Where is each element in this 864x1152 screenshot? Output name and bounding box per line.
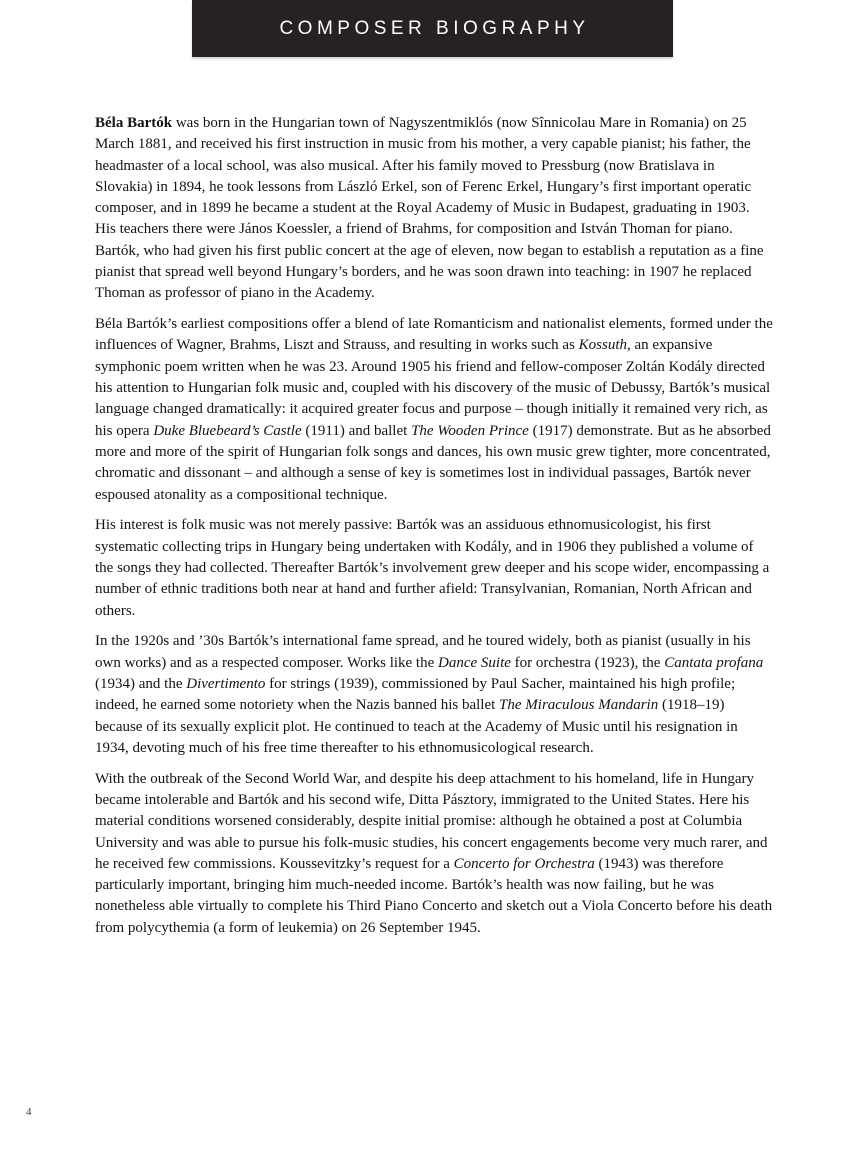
work-title: Cantata profana	[664, 654, 764, 671]
biography-paragraph	[95, 113, 773, 305]
biography-paragraph	[95, 769, 773, 939]
text-run: for strings (1939), commissioned by Paul Sacher, maintained his high profile; indeed, he earned some notoriety when the Nazis banned his ballet	[95, 675, 736, 714]
work-title: Duke Bluebeard’s Castle	[153, 422, 302, 439]
biography-paragraph	[95, 631, 773, 759]
work-title: The Wooden Prince	[411, 422, 529, 439]
text-run: for orchestra (1923), the	[510, 654, 665, 671]
text-run: (1911) and ballet	[301, 422, 412, 439]
biography-paragraph	[95, 314, 773, 506]
work-title: The Miraculous Mandarin	[499, 697, 659, 714]
work-title: Kossuth	[578, 337, 628, 354]
biography-text	[95, 113, 773, 948]
text-run: (1917) demonstrate. But as he absorbed more and more of the spirit of Hungarian folk songs and dances, his own music grew tighter, more concentrated, chromatic and dissonant – and although a sense of key is sometimes lost in individual passages, Bartók never espoused atonality as a compositional technique.	[95, 422, 771, 503]
biography-paragraph	[95, 515, 773, 621]
text-run: His interest is folk music was not merely passive: Bartók was an assiduous ethnomusicologist, his first systematic collecting trips in Hungary being undertaken with Kodály, and in 1906 they published a volume of the songs they had collected. Thereafter Bartók’s involvement grew deeper and his scope wider, encompassing a number of ethnic traditions both near at hand and further afield: Transylvanian, Romanian, North African and others.	[95, 517, 770, 619]
work-title: Divertimento	[186, 675, 266, 692]
text-run: was born in the Hungarian town of Nagyszentmiklós (now Sînnicolau Mare in Romania) on 25 March 1881, and received his first instruction in music from his mother, a very capable pianist; his father, the headmaster of a local school, was also musical. After his family moved to Pressburg (now Bratislava in Slovakia) in 1894, he took lessons from László Erkel, son of Ferenc Erkel, Hungary’s first important operatic composer, and in 1899 he became a student at the Royal Academy of Music in Budapest, graduating in 1903. His teachers there were János Koessler, a friend of Brahms, for composition and István Thoman for piano. Bartók, who had given his first public concert at the age of eleven, now began to establish a reputation as a fine pianist that spread well beyond Hungary’s borders, and he was soon drawn into teaching: in 1907 he replaced Thoman as professor of piano in the Academy.	[95, 115, 764, 302]
text-run: , an expansive symphonic poem written when he was 23. Around 1905 his friend and fellow-composer Zoltán Kodály directed his attention to Hungarian folk music and, coupled with his discovery of the music of Debussy, Bartók’s musical language changed dramatically: it acquired greater focus and purpose – though initially it remained very rich, as his opera	[95, 337, 771, 439]
text-run: (1918–19) because of its sexually explicit plot. He continued to teach at the Academy of Music until his resignation in 1934, devoting much of his free time thereafter to his ethnomusicological research.	[95, 697, 738, 756]
work-title: Dance Suite	[438, 654, 511, 671]
header-banner	[192, 0, 673, 57]
text-run: (1943) was therefore particularly important, bringing him much-needed income. Bartók’s health was now failing, but he was nonetheless able virtually to complete his Third Piano Concerto and sketch out a Viola Concerto before his death from polycythemia (a form of leukemia) on 26 September 1945.	[95, 855, 773, 936]
text-run: Béla Bartók’s earliest compositions offer a blend of late Romanticism and nationalist elements, formed under the influences of Wagner, Brahms, Liszt and Strauss, and resulting in works such as	[95, 316, 773, 354]
text-run: In the 1920s and ’30s Bartók’s international fame spread, and he toured widely, both as pianist (usually in his own works) and as a respected composer. Works like the	[95, 633, 751, 671]
page-number: 4	[26, 1106, 32, 1118]
composer-name: Béla Bartók	[95, 115, 173, 131]
text-run: With the outbreak of the Second World War, and despite his deep attachment to his homeland, life in Hungary became intolerable and Bartók and his second wife, Ditta Pásztory, immigrated to the United States. Here his material conditions worsened considerably, despite initial promise: although he obtained a post at Columbia University and was able to pursue his folk-music studies, his concert engagements become very much rarer, and he received few commissions. Koussevitzky’s request for a	[95, 770, 768, 872]
work-title: Concerto for Orchestra	[453, 855, 595, 872]
page-title: COMPOSER BIOGRAPHY	[279, 17, 590, 39]
text-run: (1934) and the	[95, 675, 187, 692]
